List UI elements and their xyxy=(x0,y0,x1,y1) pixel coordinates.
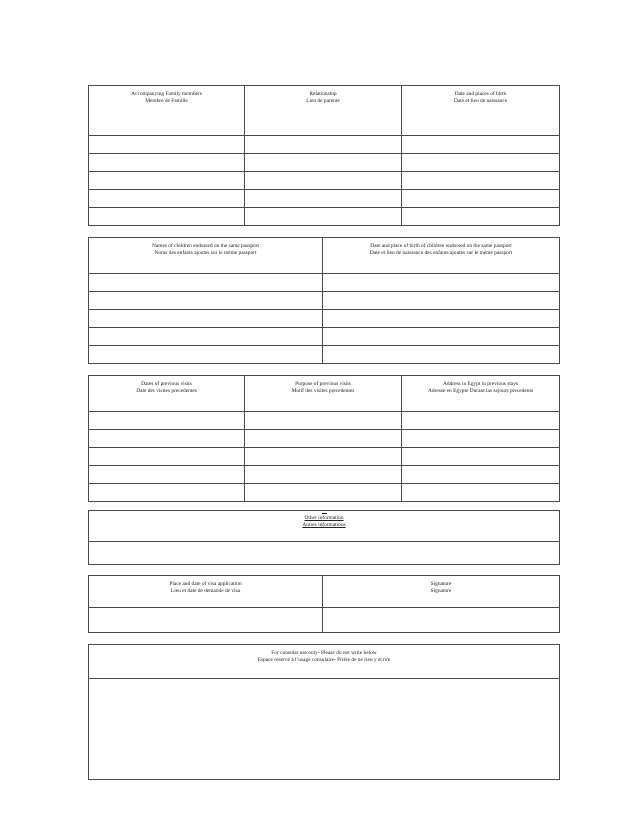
header-fr: Membre de Famille xyxy=(145,98,188,104)
entry-cell[interactable] xyxy=(323,310,560,328)
table-row xyxy=(89,608,560,633)
other-information-table xyxy=(88,510,560,565)
entry-cell[interactable] xyxy=(402,430,560,448)
entry-cell[interactable] xyxy=(89,608,323,633)
consular-header-row xyxy=(89,645,560,679)
entry-cell[interactable] xyxy=(89,190,245,208)
entry-cell[interactable] xyxy=(89,484,245,502)
entry-cell[interactable] xyxy=(245,190,402,208)
header-fr: Lien de parente xyxy=(306,98,340,104)
children-table xyxy=(88,237,560,364)
entry-cell[interactable] xyxy=(245,448,402,466)
header-en: Signature xyxy=(430,581,452,587)
entry-cell[interactable] xyxy=(89,448,245,466)
entry-cell[interactable] xyxy=(89,542,560,565)
entry-cell[interactable] xyxy=(402,448,560,466)
table-row xyxy=(89,274,560,292)
table-row xyxy=(89,430,560,448)
entry-cell[interactable] xyxy=(89,466,245,484)
table-row xyxy=(89,310,560,328)
entry-cell[interactable] xyxy=(245,412,402,430)
entry-cell[interactable] xyxy=(245,484,402,502)
header-en: Accompanying Family members xyxy=(131,91,202,97)
entry-cell[interactable] xyxy=(89,412,245,430)
header-en: Place and date of visa application xyxy=(169,581,242,587)
table-row xyxy=(89,484,560,502)
relationship-header xyxy=(245,86,402,136)
table-row xyxy=(89,136,560,154)
table-row xyxy=(89,190,560,208)
entry-cell[interactable] xyxy=(89,292,323,310)
header-fr: Espace réservé à l’usage consulaire- Prière de ne rien y écrire xyxy=(257,657,391,663)
entry-cell[interactable] xyxy=(402,136,560,154)
entry-cell[interactable] xyxy=(323,346,560,364)
header-en: Other information xyxy=(304,515,344,521)
header-en: Names of children endorsed on the same passport xyxy=(151,243,260,249)
table-row xyxy=(89,448,560,466)
entry-cell[interactable] xyxy=(89,136,245,154)
table-row xyxy=(89,292,560,310)
consular-use-table xyxy=(88,644,560,780)
entry-cell[interactable] xyxy=(89,208,245,226)
application-table xyxy=(88,575,560,633)
header-fr: Autres informations xyxy=(302,522,346,528)
table-row xyxy=(89,542,560,565)
entry-cell[interactable] xyxy=(402,190,560,208)
signature-header xyxy=(323,576,560,608)
entry-cell[interactable] xyxy=(245,208,402,226)
previous-visits-table xyxy=(88,375,560,502)
table-row xyxy=(89,346,560,364)
entry-cell[interactable] xyxy=(89,154,245,172)
entry-cell[interactable] xyxy=(245,154,402,172)
table-row xyxy=(89,466,560,484)
children-names-header xyxy=(89,238,323,274)
entry-cell[interactable] xyxy=(245,430,402,448)
header-fr: Adresse en Egypte Durant las sejours precedents xyxy=(427,388,534,394)
header-en: Dates of previous visits xyxy=(141,381,192,387)
entry-cell[interactable] xyxy=(402,172,560,190)
dash-mark xyxy=(322,513,327,514)
birth-header xyxy=(402,86,560,136)
entry-cell[interactable] xyxy=(402,208,560,226)
entry-cell[interactable] xyxy=(245,172,402,190)
visits-header-row xyxy=(89,376,560,412)
entry-cell[interactable] xyxy=(402,466,560,484)
header-fr: Date et lieu de naissance des enfants ajoutes sur le même passport xyxy=(369,250,513,256)
header-fr: Motif des visites precedentes xyxy=(291,388,355,394)
table-row xyxy=(89,412,560,430)
table-row xyxy=(89,328,560,346)
visit-purpose-header xyxy=(245,376,402,412)
header-fr: Signature xyxy=(430,588,452,594)
visit-address-header xyxy=(402,376,560,412)
table-row xyxy=(89,172,560,190)
header-fr: Date et lieu de naissance xyxy=(453,98,508,104)
application-header-row xyxy=(89,576,560,608)
header-en: Date and places of birth xyxy=(454,91,507,97)
entry-cell[interactable] xyxy=(402,484,560,502)
entry-cell[interactable] xyxy=(89,346,323,364)
header-en: Purpose of previous visits xyxy=(295,381,351,387)
entry-cell[interactable] xyxy=(323,292,560,310)
entry-cell[interactable] xyxy=(89,274,323,292)
header-fr: Noms des enfants ajoutes sur le même passport xyxy=(154,250,257,256)
header-fr: Date des visites precedentes xyxy=(136,388,197,394)
children-birth-header xyxy=(323,238,560,274)
header-en: Date and place of birth of children endorsed on the same passport xyxy=(370,243,512,249)
family-members-header xyxy=(89,86,245,136)
visit-dates-header xyxy=(89,376,245,412)
entry-cell[interactable] xyxy=(89,328,323,346)
entry-cell[interactable] xyxy=(323,608,560,633)
header-fr: Lieu et date de demande de visa xyxy=(170,588,241,594)
entry-cell[interactable] xyxy=(323,328,560,346)
header-en: Address in Egypt in previous stays xyxy=(442,381,518,387)
entry-cell[interactable] xyxy=(402,412,560,430)
consular-area xyxy=(89,679,560,780)
entry-cell[interactable] xyxy=(323,274,560,292)
family-members-table xyxy=(88,85,560,226)
children-header-row xyxy=(89,238,560,274)
entry-cell[interactable] xyxy=(245,136,402,154)
entry-cell[interactable] xyxy=(89,430,245,448)
table-row xyxy=(89,208,560,226)
entry-cell[interactable] xyxy=(245,466,402,484)
header-en: Relationship xyxy=(309,91,337,97)
other-info-header-row xyxy=(89,511,560,542)
other-info-header xyxy=(89,511,560,542)
entry-cell[interactable] xyxy=(89,172,245,190)
entry-cell[interactable] xyxy=(89,310,323,328)
header-en: For consular use only- Please do not write below xyxy=(271,650,377,656)
family-header-row xyxy=(89,86,560,136)
entry-cell[interactable] xyxy=(402,154,560,172)
place-date-header xyxy=(89,576,323,608)
consular-blank-area xyxy=(89,679,560,780)
consular-header xyxy=(89,645,560,679)
table-row xyxy=(89,154,560,172)
